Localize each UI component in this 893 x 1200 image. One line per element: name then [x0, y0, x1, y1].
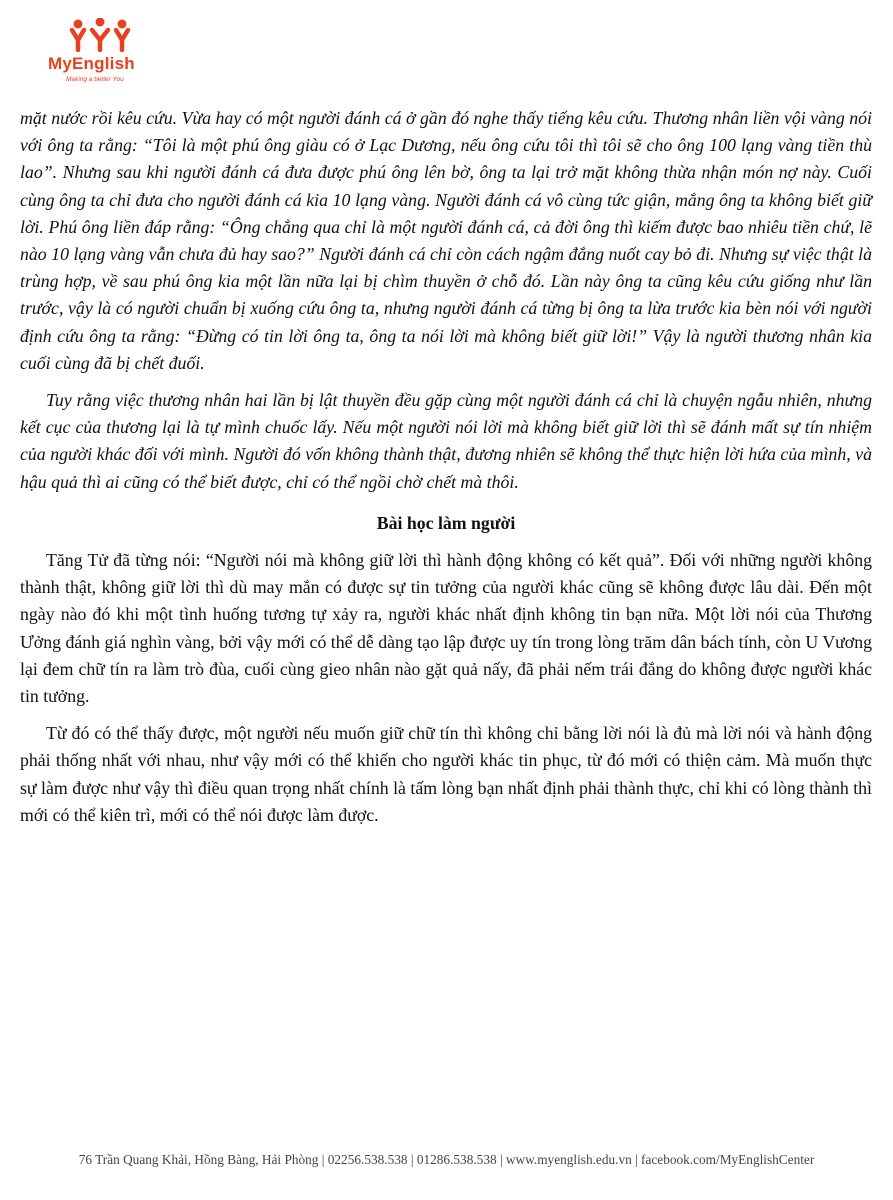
section-heading: Bài học làm người — [376, 512, 516, 533]
brand-name: MyEnglish — [48, 54, 135, 73]
brand-logo — [48, 18, 158, 88]
page-footer: 76 Trần Quang Khải, Hồng Bàng, Hải Phòng | 02256.538.538 | 01286.538.538 | www.myenglish.edu.vn | facebook.com/MyEnglishCenter — [78, 1152, 815, 1167]
people-icon — [70, 18, 130, 52]
document-body — [20, 105, 872, 839]
lesson-paragraph-2: Từ đó có thể thấy được, một người nếu muốn giữ chữ tín thì không chỉ bằng lời nói là đủ mà lời nói và hành động phải thống nhất với nhau, như vậy mới có thể khiến cho người khác tin phục, từ đó mới có thiện cảm. Mà muốn thực sự làm được như vậy thì điều quan trọng nhất chính là tấm lòng bạn nhất định phải thành thực, chỉ khi có lòng thành thì mới có thể kiên trì, mới có thể nói được làm được. — [20, 723, 872, 825]
brand-tagline: Making a better You — [66, 76, 124, 83]
story-paragraph-2: Tuy rằng việc thương nhân hai lần bị lật thuyền đều gặp cùng một người đánh cá chỉ là chuyện ngẫu nhiên, nhưng kết cục của thương lại là tự mình chuốc lấy. Nếu một người nói lời mà không biết giữ lời thì sẽ đánh mất sự tín nhiệm của người khác đối với mình. Người đó vốn không thành thật, đương nhiên sẽ không thể thực hiện lời hứa của mình, và hậu quả thì ai cũng có thể biết được, chỉ có thể ngồi chờ chết mà thôi. — [20, 390, 872, 492]
lesson-paragraph-1: Tăng Tử đã từng nói: “Người nói mà không giữ lời thì hành động không có kết quả”. Đối với những người không thành thật, không giữ lời thì dù may mắn có được sự tin tưởng của người khác cũng sẽ không được lâu dài. Đến một ngày nào đó khi một tình huống tương tự xảy ra, người khác nhất định không tin bạn nữa. Một lời nói của Thương Ưởng đánh giá nghìn vàng, bởi vậy mới có thể dễ dàng tạo lập được uy tín trong lòng trăm dân bách tính, còn U Vương lại đem chữ tín ra làm trò đùa, cuối cùng gieo nhân nào gặt quả nấy, đã phải nếm trái đắng do không được người khác tin tưởng. — [20, 550, 872, 707]
story-paragraph-1: mặt nước rồi kêu cứu. Vừa hay có một người đánh cá ở gần đó nghe thấy tiếng kêu cứu. Thương nhân liền vội vàng nói với ông ta rằng: “Tôi là một phú ông giàu có ở Lạc Dương, nếu ông cứu tôi thì tôi sẽ cho ông 100 lạng vàng tiền thù lao”. Nhưng sau khi người đánh cá đưa được phú ông lên bờ, ông ta lại trở mặt không thừa nhận món nợ này. Cuối cùng ông ta chỉ đưa cho người đánh cá kia 10 lạng vàng. Người đánh cá vô cùng tức giận, mắng ông ta không biết giữ lời. Phú ông liền đáp rằng: “Ông chẳng qua chỉ là một người đánh cá, cả đời ông thì kiếm được bao nhiêu tiền chứ, lẽ nào 10 lạng vàng vẫn chưa đủ hay sao?” Người đánh cá chỉ còn cách ngậm đắng nuốt cay bỏ đi. Nhưng sự việc thật là trùng hợp, về sau phú ông kia một lần nữa lại bị chìm thuyền ở chỗ đó. Lần này ông ta cũng kêu cứu giống như lần trước, vậy là có người chuẩn bị xuống cứu ông ta, nhưng người đánh cá từng bị ông ta lừa trước kia bèn nói với người định cứu ông ta rằng: “Đừng có tin lời ông ta, ông ta nói lời mà không biết giữ lời!” Vậy là người thương nhân kia cuối cùng đã bị chết đuối. — [20, 108, 872, 373]
